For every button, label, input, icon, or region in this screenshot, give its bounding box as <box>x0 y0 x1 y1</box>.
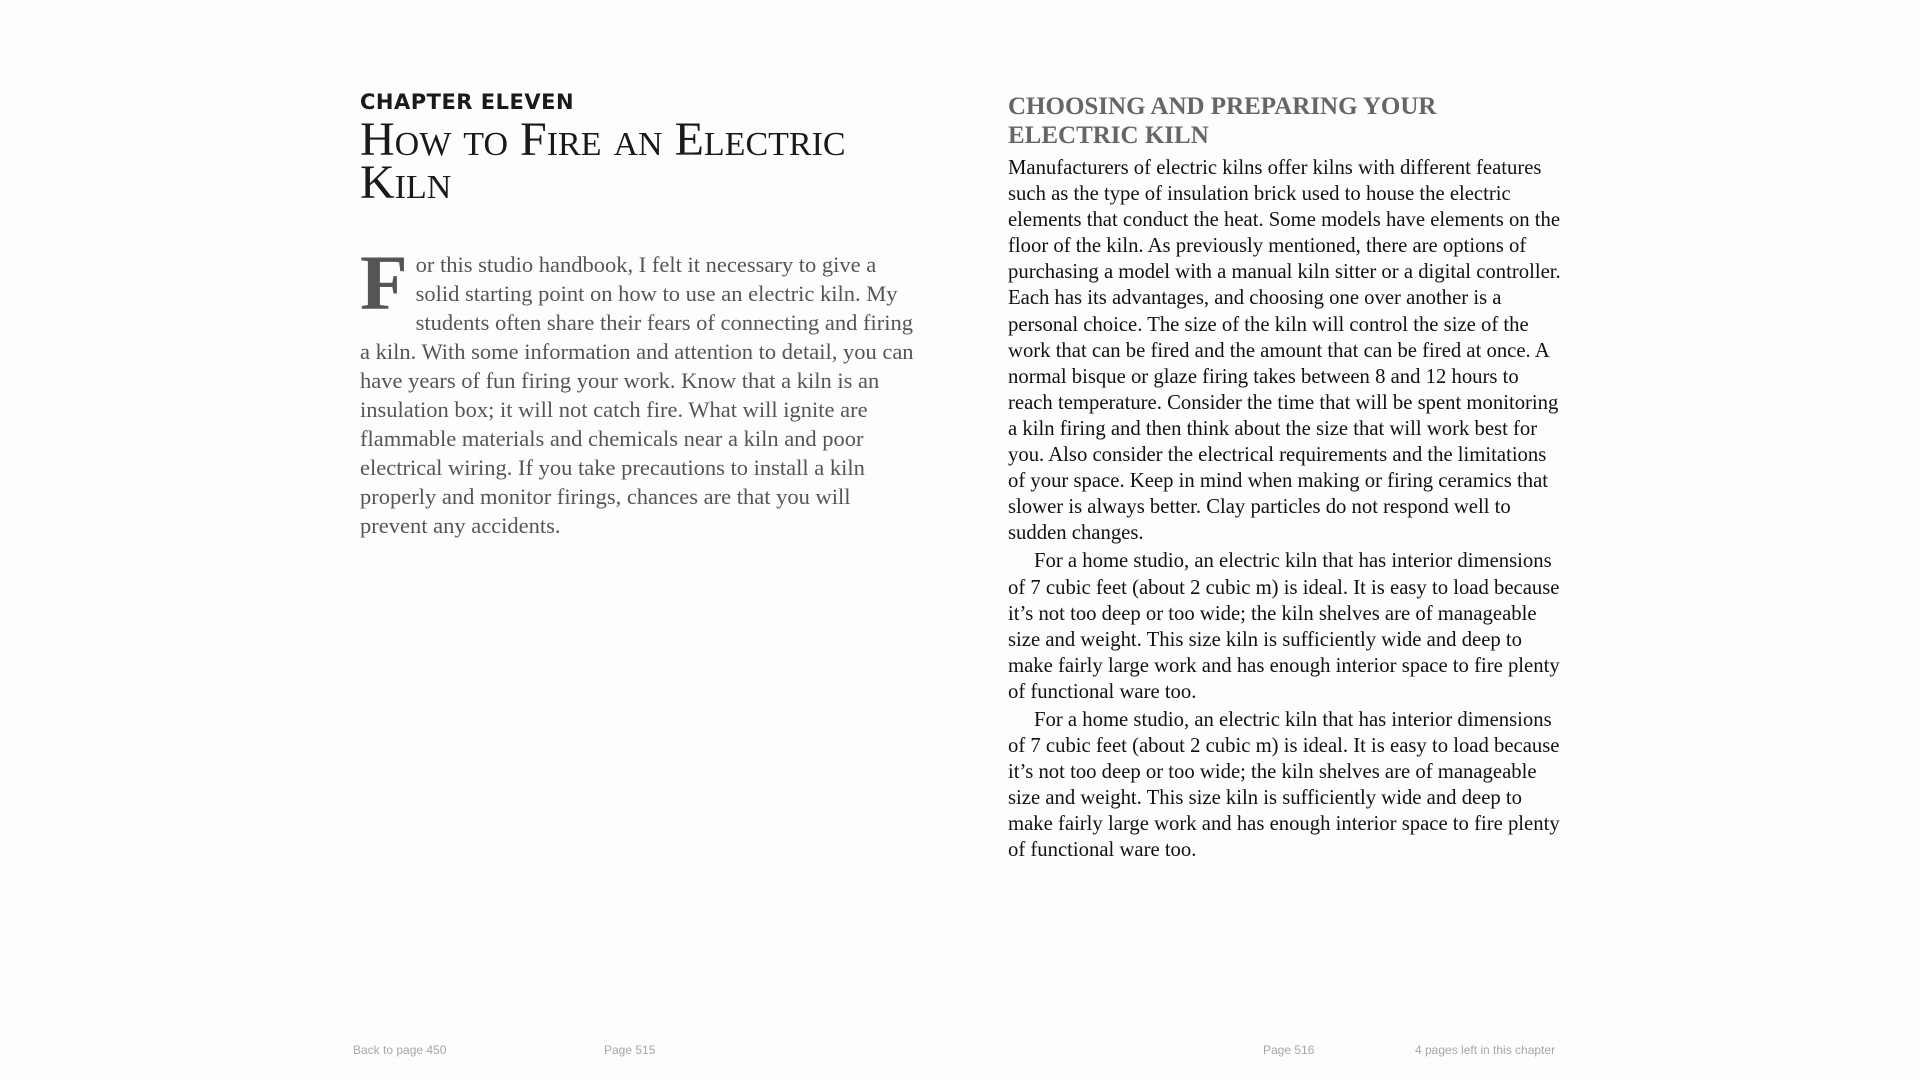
body-paragraph: For a home studio, an electric kiln that has interior dimensions of 7 cubic feet (about 2 cubic m) is ideal. It is easy to load because it’s not too deep or too wide; the kiln shelves are of manageable size and weight. This size kiln is sufficiently wide and deep to make fairly large work and has enough interior space to fire plenty of functional ware too. <box>1008 708 1560 862</box>
body-text <box>1008 155 1568 866</box>
intro-paragraph <box>360 239 916 540</box>
body-paragraph: Manufacturers of electric kilns offer kilns with different features such as the type of insulation brick used to house the electric elements that conduct the heat. Some models have elements on the floor of the kiln. As previously mentioned, there are options of purchasing a model with a manual kiln sitter or a digital controller. Each has its advantages, and choosing one over another is a personal choice. The size of the kiln will control the size of the work that can be fired and the amount that can be fired at once. A normal bisque or glaze firing takes between 8 and 12 hours to reach temperature. Consider the time that will be spent monitoring a kiln firing and then think about the size that will work best for you. Also consider the electrical requirements and the limitations of your space. Keep in mind when making or firing ceramics that slower is always better. Clay particles do not respond well to sudden changes. <box>1008 157 1561 545</box>
left-page <box>360 0 920 1080</box>
pages-left-in-chapter: 4 pages left in this chapter <box>1415 1043 1556 1057</box>
page-number-right: Page 516 <box>1263 1043 1315 1057</box>
body-paragraph: For a home studio, an electric kiln that has interior dimensions of 7 cubic feet (about 2 cubic m) is ideal. It is easy to load because it’s not too deep or too wide; the kiln shelves are of manageable size and weight. This size kiln is sufficiently wide and deep to make fairly large work and has enough interior space to fire plenty of functional ware too. <box>1008 550 1560 703</box>
intro-text: or this studio handbook, I felt it necessary to give a solid starting point on how to use an electric kiln. My students often share their fears of connecting and firing a kiln. With some information and attention to detail, you can have years of fun firing your work. Know that a kiln is an insulation box; it will not catch fire. What will ignite are flammable materials and chemicals near a kiln and poor electrical wiring. If you take precautions to install a kiln properly and monitor firings, chances are that you will prevent any accidents. <box>360 252 914 538</box>
section-heading: CHOOSING AND PREPARING YOUR ELECTRIC KILN <box>1008 93 1437 149</box>
chapter-label: CHAPTER ELEVEN <box>360 90 575 114</box>
back-to-page-link[interactable]: Back to page 450 <box>353 1043 447 1057</box>
chapter-title: How to Fire an Electric Kiln <box>360 113 846 209</box>
right-page <box>1008 0 1568 1080</box>
page-number-left: Page 515 <box>604 1043 656 1057</box>
drop-cap: F <box>360 239 408 326</box>
